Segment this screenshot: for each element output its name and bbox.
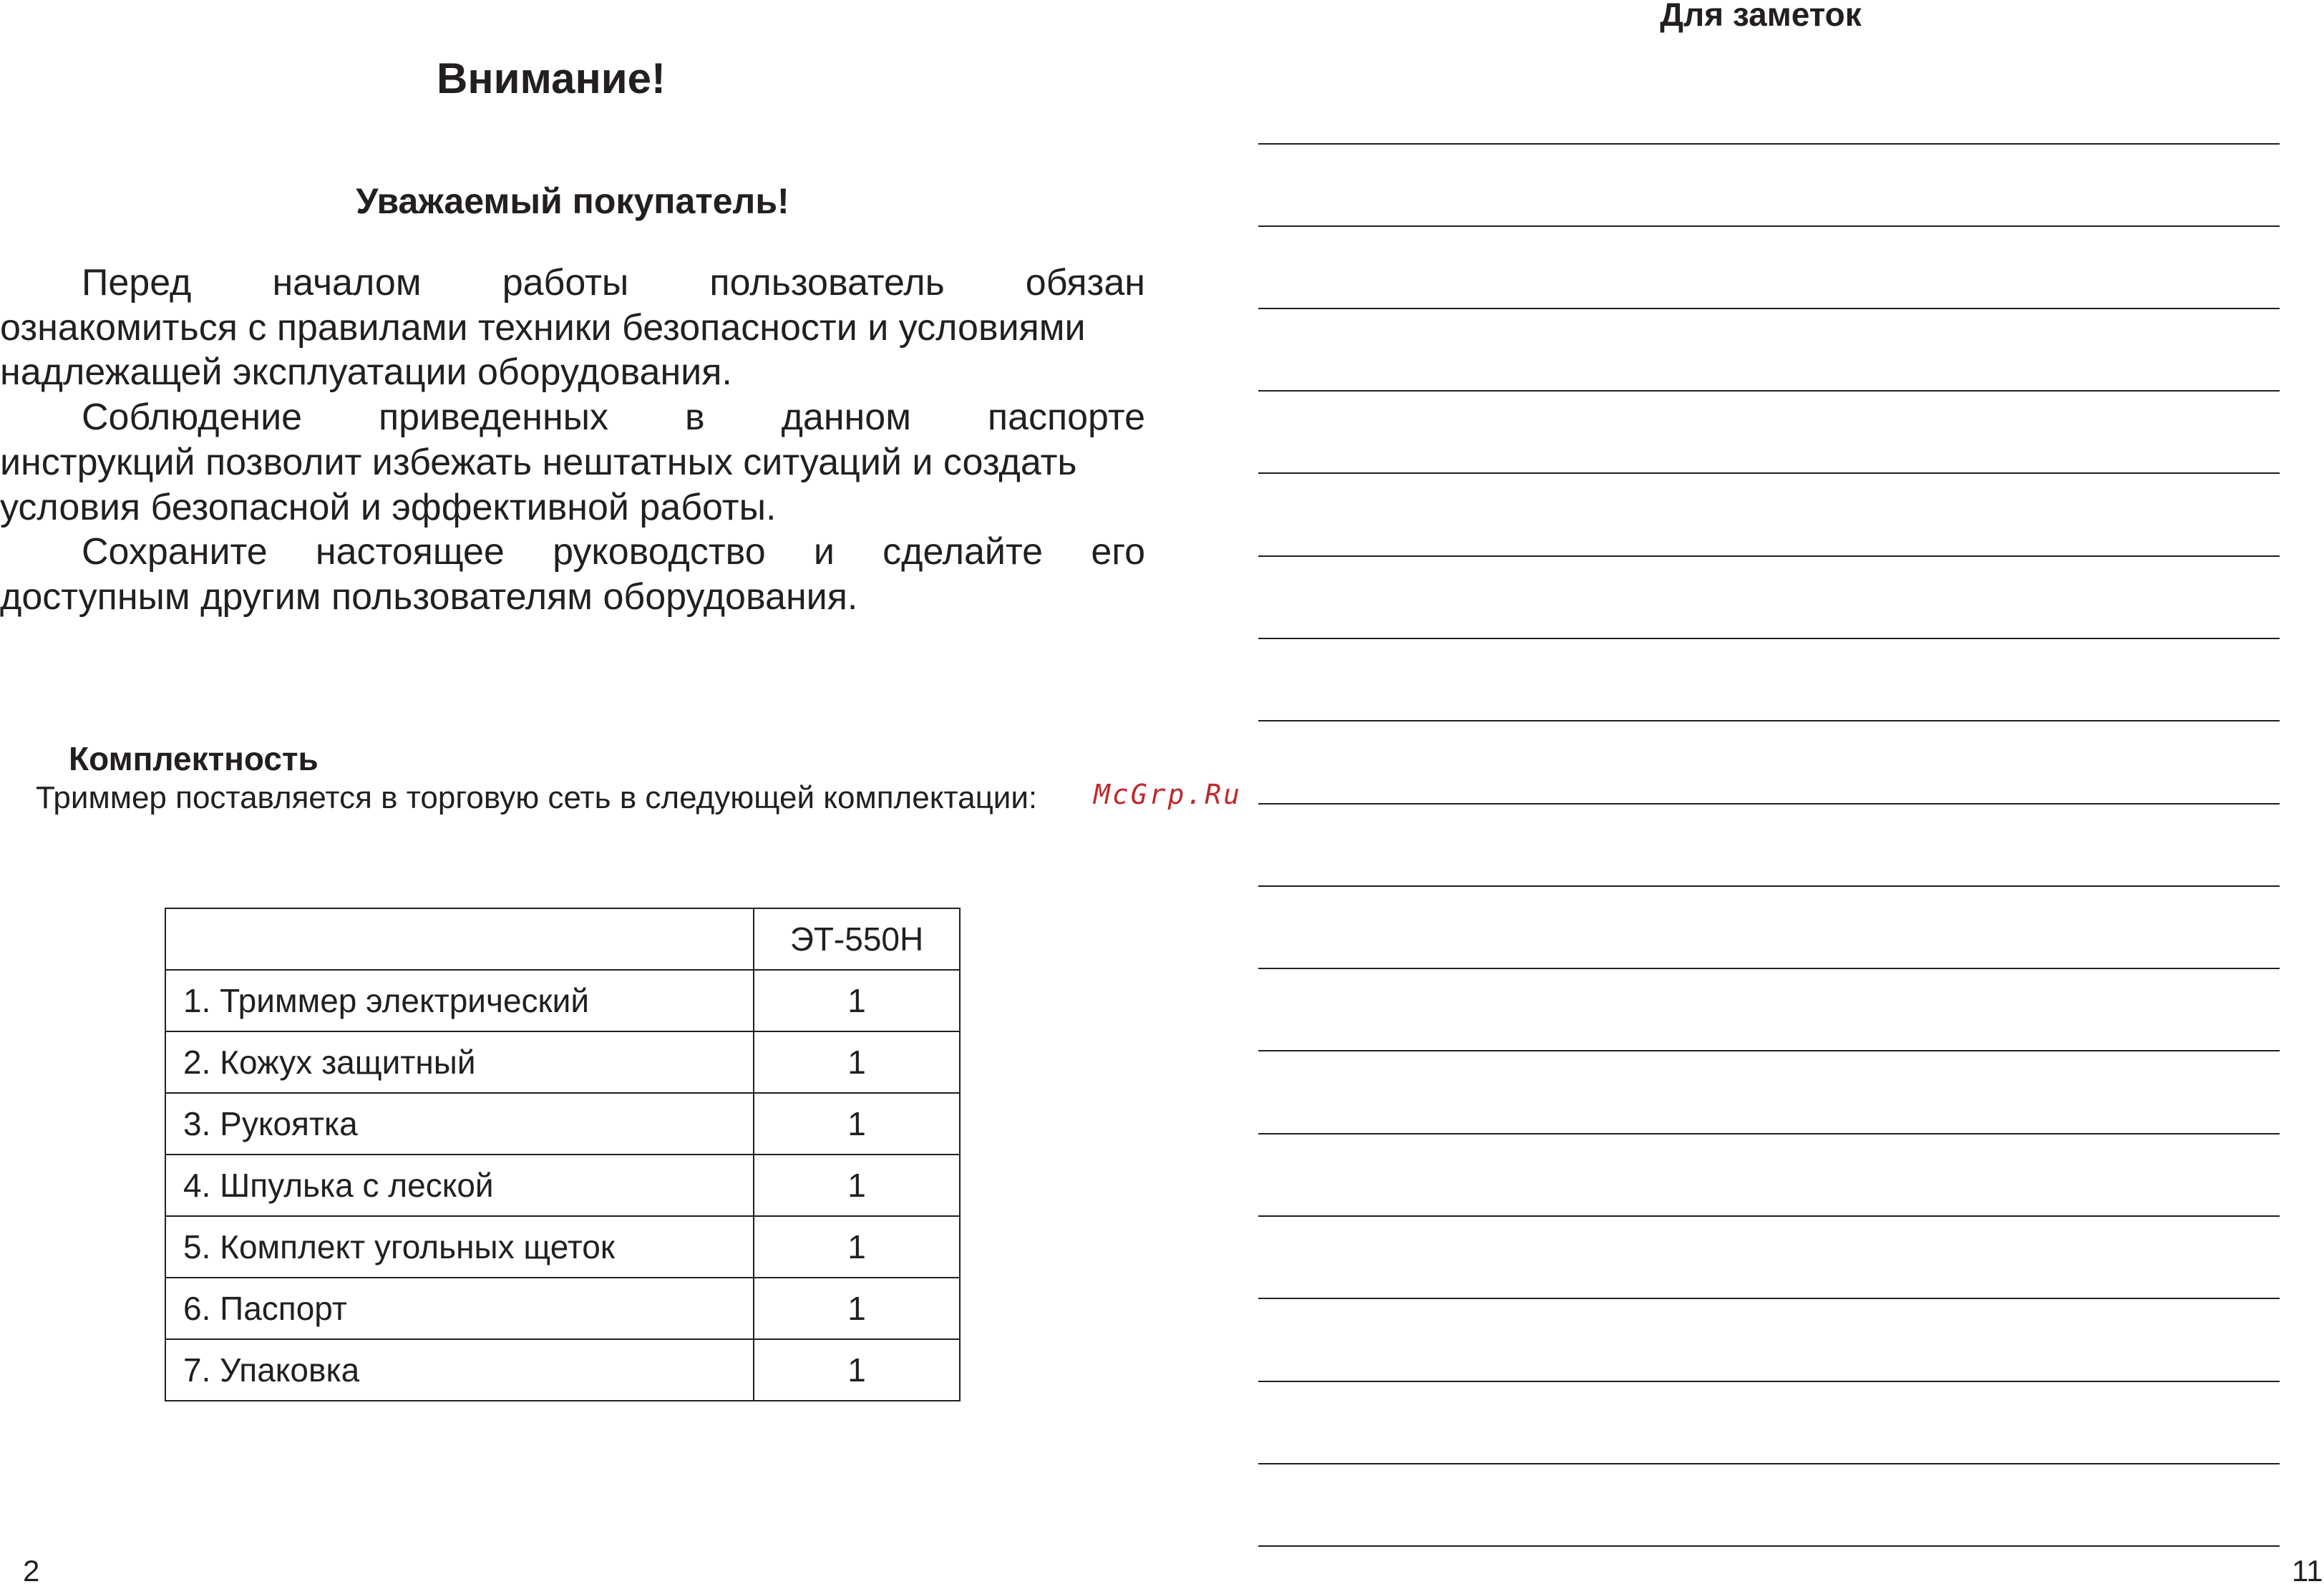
kit-item-name: 7. Упаковка <box>165 1339 754 1401</box>
table-row <box>165 1339 960 1401</box>
note-line <box>1258 885 2280 887</box>
table-row <box>165 1216 960 1278</box>
note-line <box>1258 555 2280 557</box>
kit-item-name: 5. Комплект угольных щеток <box>165 1216 754 1278</box>
intro-text <box>0 261 1145 620</box>
kit-description: Триммер поставляется в торговую сеть в следующей комплектации: <box>36 780 1038 815</box>
greeting-heading: Уважаемый покупатель! <box>356 181 789 221</box>
kit-item-name: 2. Кожух защитный <box>165 1031 754 1093</box>
note-line <box>1258 1298 2280 1299</box>
note-line <box>1258 1133 2280 1134</box>
intro-paragraph-1-first-line: Перед началом работы пользователь обязан <box>82 262 1145 303</box>
kit-item-name: 3. Рукоятка <box>165 1093 754 1155</box>
note-line <box>1258 143 2280 145</box>
kit-item-name: 1. Триммер электрический <box>165 970 754 1031</box>
intro-paragraph-2-rest: инструкций позволит избежать нештатных ситуаций и создать условия безопасной и эффективной работы. <box>0 441 1077 528</box>
kit-table-header-row <box>165 908 960 970</box>
table-row <box>165 1093 960 1155</box>
note-line <box>1258 968 2280 969</box>
note-line <box>1258 1215 2280 1217</box>
intro-paragraph-2 <box>0 395 1145 530</box>
kit-table <box>165 908 961 1401</box>
intro-paragraph-1 <box>0 261 1145 395</box>
kit-item-qty: 1 <box>754 1216 960 1278</box>
note-line <box>1258 1050 2280 1051</box>
table-row <box>165 970 960 1031</box>
kit-item-name: 6. Паспорт <box>165 1278 754 1339</box>
kit-item-qty: 1 <box>754 1155 960 1216</box>
note-line <box>1258 308 2280 309</box>
note-line <box>1258 1381 2280 1382</box>
attention-heading: Внимание! <box>437 54 666 102</box>
kit-item-qty: 1 <box>754 1339 960 1401</box>
kit-section-title: Комплектность <box>69 740 319 777</box>
page-number-right: 11 <box>2292 1554 2323 1588</box>
table-row <box>165 1155 960 1216</box>
kit-table-header-name <box>165 908 754 970</box>
table-row <box>165 1031 960 1093</box>
watermark-link[interactable]: McGrp.Ru <box>1094 779 1243 810</box>
intro-paragraph-1-rest: ознакомиться с правилами техники безопасности и условиями надлежащей эксплуатации оборудования. <box>0 306 1086 394</box>
note-line <box>1258 720 2280 721</box>
note-line <box>1258 1545 2280 1547</box>
note-line <box>1258 225 2280 227</box>
note-line <box>1258 1463 2280 1464</box>
kit-item-name: 4. Шпулька с леской <box>165 1155 754 1216</box>
page-number-left: 2 <box>23 1554 40 1588</box>
note-line <box>1258 803 2280 805</box>
note-line <box>1258 638 2280 639</box>
table-row <box>165 1278 960 1339</box>
kit-item-qty: 1 <box>754 970 960 1031</box>
note-line <box>1258 472 2280 474</box>
kit-item-qty: 1 <box>754 1278 960 1339</box>
intro-paragraph-3-rest: доступным другим пользователям оборудования. <box>0 575 858 618</box>
intro-paragraph-2-first-line: Соблюдение приведенных в данном паспорте <box>82 397 1145 439</box>
kit-table-header-model: ЭТ-550Н <box>754 908 960 970</box>
kit-item-qty: 1 <box>754 1031 960 1093</box>
note-line <box>1258 390 2280 392</box>
notes-title: Для заметок <box>1660 0 1862 33</box>
intro-paragraph-3 <box>0 530 1145 619</box>
kit-item-qty: 1 <box>754 1093 960 1155</box>
intro-paragraph-3-first-line: Сохраните настоящее руководство и сделайте его <box>82 531 1145 573</box>
